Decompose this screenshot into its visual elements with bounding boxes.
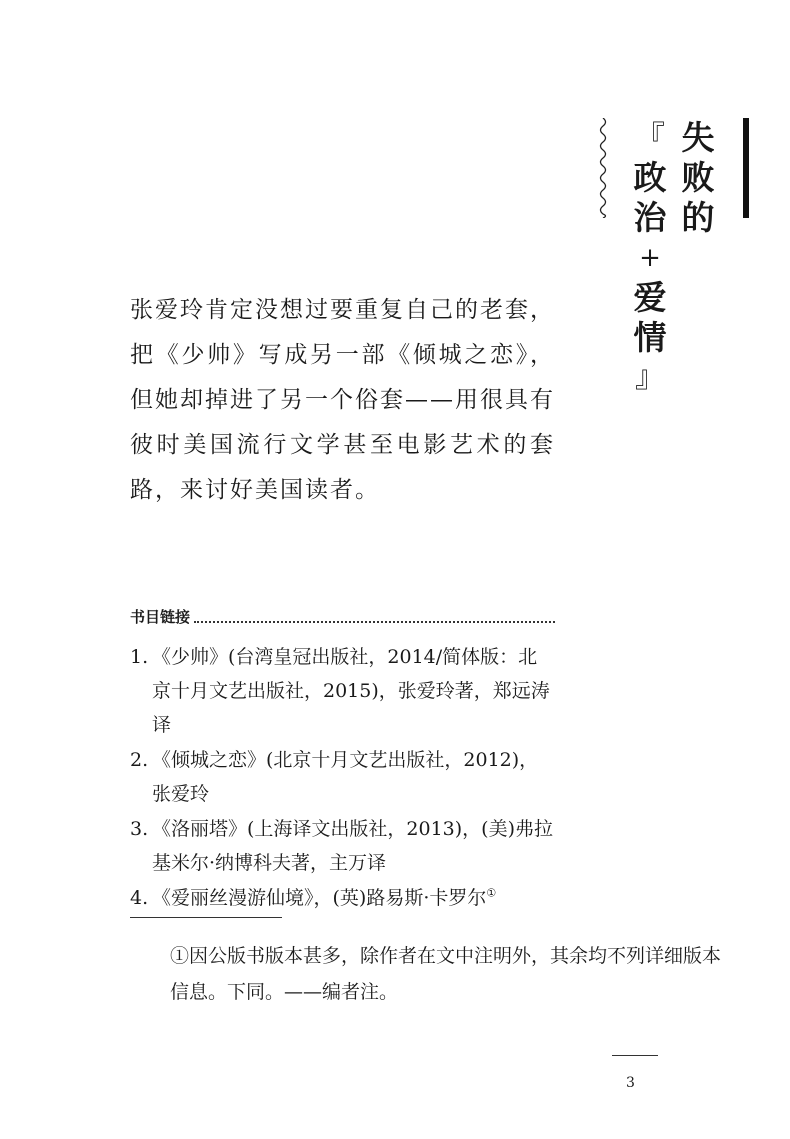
title-char: + bbox=[639, 243, 661, 273]
title-side-bar bbox=[743, 118, 749, 218]
bibliography-item bbox=[130, 640, 555, 742]
footnote-rule bbox=[130, 917, 282, 918]
footnote bbox=[130, 938, 730, 1010]
bibliography-list bbox=[130, 640, 555, 916]
wavy-line-decoration bbox=[596, 118, 610, 218]
bibliography-item bbox=[130, 743, 555, 811]
item-number: 3. bbox=[130, 818, 149, 840]
title-char: 』 bbox=[635, 360, 665, 395]
item-text: 《少帅》(台湾皇冠出版社，2014/简体版：北京十月文艺出版社，2015)，张爱玲著，郑远涛译 bbox=[152, 646, 550, 736]
item-text: 《倾城之恋》(北京十月文艺出版社，2012)，张爱玲 bbox=[152, 749, 539, 805]
item-number: 1. bbox=[130, 646, 149, 668]
title-column-right bbox=[676, 118, 720, 238]
item-text: 《洛丽塔》(上海译文出版社，2013)，(美)弗拉基米尔·纳博科夫著，主万译 bbox=[152, 818, 554, 874]
title-column-left bbox=[628, 118, 672, 398]
item-text-body: 《爱丽丝漫游仙境》，(英)路易斯·卡罗尔 bbox=[152, 887, 487, 909]
title-char: 败 bbox=[681, 158, 715, 197]
bibliography-label: 书目链接 bbox=[130, 608, 191, 626]
footnote-text: ①因公版书版本甚多，除作者在文中注明外，其余均不列详细版本信息。下同。——编者注。 bbox=[170, 945, 722, 1003]
bibliography-item bbox=[130, 881, 555, 915]
bibliography-header bbox=[130, 606, 555, 627]
title-char: 治 bbox=[633, 198, 667, 237]
page-number: 3 bbox=[626, 1075, 635, 1091]
bibliography-item bbox=[130, 812, 555, 880]
item-number: 2. bbox=[130, 749, 149, 771]
title-char: 情 bbox=[633, 318, 667, 357]
intro-paragraph: 张爱玲肯定没想过要重复自己的老套，把《少帅》写成另一部《倾城之恋》，但她却掉进了另一个俗套——用很具有彼时美国流行文学甚至电影艺术的套路，来讨好美国读者。 bbox=[130, 297, 555, 503]
title-char: 失 bbox=[681, 118, 715, 157]
title-char: 爱 bbox=[633, 278, 667, 317]
page-number-rule bbox=[612, 1055, 658, 1056]
title-char: 的 bbox=[681, 198, 715, 237]
item-text bbox=[152, 881, 555, 915]
item-number: 4. bbox=[130, 887, 149, 909]
title-char: 政 bbox=[633, 158, 667, 197]
title-char: 『 bbox=[635, 120, 665, 155]
dotted-leader bbox=[194, 620, 555, 623]
footnote-marker: ① bbox=[486, 886, 497, 900]
